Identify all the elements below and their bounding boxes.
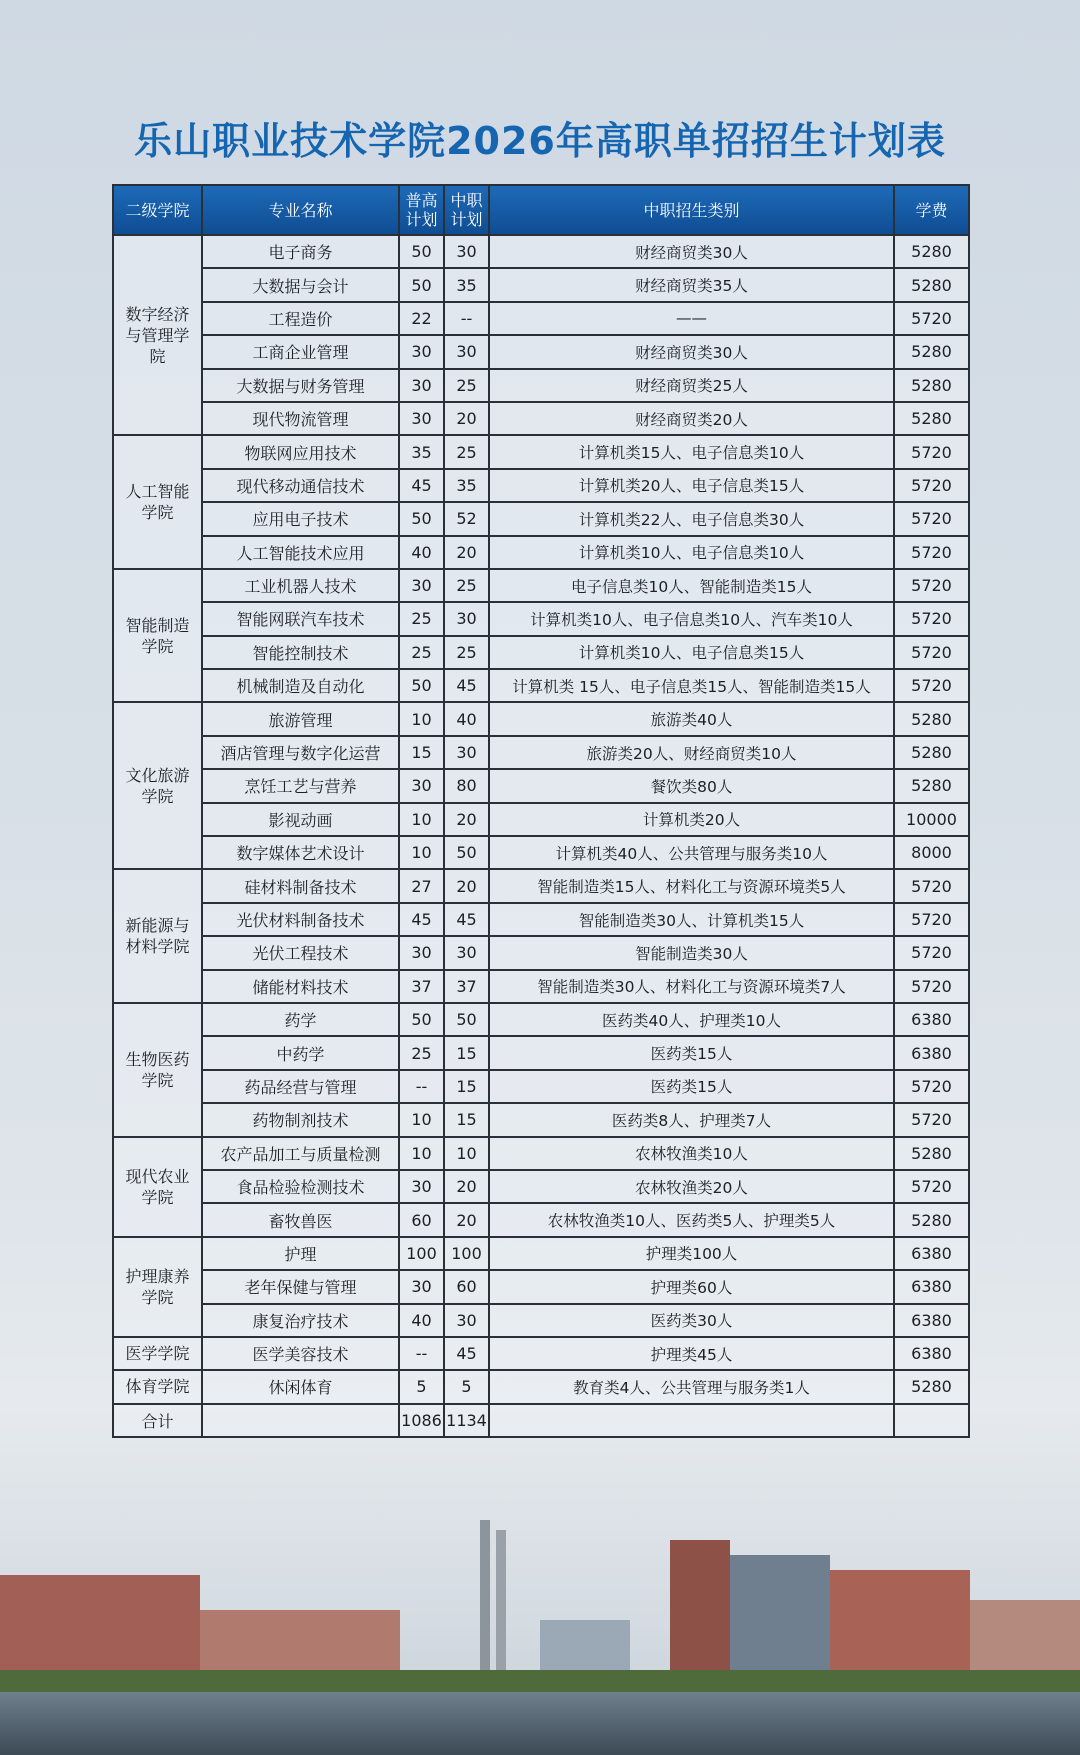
major-cell: 酒店管理与数字化运营 — [202, 736, 399, 769]
fee-cell: 5280 — [894, 736, 969, 769]
fee-cell: 5720 — [894, 869, 969, 902]
fee-cell: 5280 — [894, 702, 969, 735]
major-cell: 护理 — [202, 1237, 399, 1270]
fee-cell: 5720 — [894, 936, 969, 969]
pugao-plan-cell: 40 — [399, 536, 444, 569]
college-cell: 生物医药学院 — [113, 1003, 202, 1137]
major-cell: 电子商务 — [202, 235, 399, 268]
pugao-plan-cell: 30 — [399, 1170, 444, 1203]
fee-cell: 5720 — [894, 1170, 969, 1203]
table-row — [113, 1070, 969, 1103]
table-row — [113, 268, 969, 301]
fee-cell: 5720 — [894, 536, 969, 569]
category-cell: 财经商贸类30人 — [489, 335, 894, 368]
category-cell: 电子信息类10人、智能制造类15人 — [489, 569, 894, 602]
fee-cell: 5280 — [894, 1137, 969, 1170]
major-cell: 影视动画 — [202, 803, 399, 836]
pugao-plan-cell: 5 — [399, 1370, 444, 1403]
pugao-plan-cell: 50 — [399, 1003, 444, 1036]
fee-cell: 5280 — [894, 335, 969, 368]
table-row — [113, 636, 969, 669]
pugao-plan-cell: 45 — [399, 903, 444, 936]
zhongzhi-plan-cell: 45 — [444, 903, 489, 936]
fee-cell: 5280 — [894, 402, 969, 435]
table-row — [113, 1304, 969, 1337]
pugao-plan-cell: -- — [399, 1337, 444, 1370]
table-row — [113, 369, 969, 402]
fee-cell: 5280 — [894, 268, 969, 301]
total-zhongzhi: 1134 — [444, 1404, 489, 1437]
category-cell: 计算机类10人、电子信息类15人 — [489, 636, 894, 669]
pugao-plan-cell: 50 — [399, 268, 444, 301]
table-row — [113, 1337, 969, 1370]
fee-cell: 6380 — [894, 1237, 969, 1270]
zhongzhi-plan-cell: -- — [444, 302, 489, 335]
total-fee — [894, 1404, 969, 1437]
major-cell: 智能网联汽车技术 — [202, 602, 399, 635]
table-row — [113, 1003, 969, 1036]
category-cell: 智能制造类30人、材料化工与资源环境类7人 — [489, 970, 894, 1003]
table-row — [113, 869, 969, 902]
category-cell: 旅游类40人 — [489, 702, 894, 735]
pugao-plan-cell: 10 — [399, 836, 444, 869]
pugao-plan-cell: 37 — [399, 970, 444, 1003]
major-cell: 药物制剂技术 — [202, 1103, 399, 1136]
zhongzhi-plan-cell: 30 — [444, 602, 489, 635]
category-cell: —— — [489, 302, 894, 335]
table-row — [113, 1036, 969, 1069]
header-zhongzhi-line1: 中职 — [450, 191, 483, 210]
major-cell: 数字媒体艺术设计 — [202, 836, 399, 869]
table-row — [113, 669, 969, 702]
category-cell: 智能制造类30人 — [489, 936, 894, 969]
zhongzhi-plan-cell: 40 — [444, 702, 489, 735]
table-row — [113, 836, 969, 869]
category-cell: 旅游类20人、财经商贸类10人 — [489, 736, 894, 769]
major-cell: 应用电子技术 — [202, 502, 399, 535]
header-zhongzhi-plan — [444, 185, 489, 235]
zhongzhi-plan-cell: 30 — [444, 736, 489, 769]
category-cell: 农林牧渔类10人、医药类5人、护理类5人 — [489, 1203, 894, 1236]
pugao-plan-cell: -- — [399, 1070, 444, 1103]
college-cell: 人工智能学院 — [113, 435, 202, 569]
fee-cell: 10000 — [894, 803, 969, 836]
major-cell: 老年保健与管理 — [202, 1270, 399, 1303]
pugao-plan-cell: 30 — [399, 936, 444, 969]
zhongzhi-plan-cell: 30 — [444, 936, 489, 969]
major-cell: 现代移动通信技术 — [202, 469, 399, 502]
fee-cell: 5720 — [894, 636, 969, 669]
major-cell: 物联网应用技术 — [202, 435, 399, 468]
category-cell: 财经商贸类25人 — [489, 369, 894, 402]
header-pugao-line2: 计划 — [405, 210, 438, 229]
major-cell: 休闲体育 — [202, 1370, 399, 1403]
major-cell: 康复治疗技术 — [202, 1304, 399, 1337]
category-cell: 农林牧渔类10人 — [489, 1137, 894, 1170]
major-cell: 光伏工程技术 — [202, 936, 399, 969]
pugao-plan-cell: 45 — [399, 469, 444, 502]
zhongzhi-plan-cell: 35 — [444, 268, 489, 301]
category-cell: 医药类15人 — [489, 1036, 894, 1069]
category-cell: 农林牧渔类20人 — [489, 1170, 894, 1203]
fee-cell: 6380 — [894, 1304, 969, 1337]
table-row — [113, 803, 969, 836]
category-cell: 计算机类20人、电子信息类15人 — [489, 469, 894, 502]
category-cell: 医药类30人 — [489, 1304, 894, 1337]
category-cell: 智能制造类15人、材料化工与资源环境类5人 — [489, 869, 894, 902]
zhongzhi-plan-cell: 25 — [444, 636, 489, 669]
header-pugao-plan — [399, 185, 444, 235]
major-cell: 工业机器人技术 — [202, 569, 399, 602]
fee-cell: 5720 — [894, 1103, 969, 1136]
fee-cell: 6380 — [894, 1337, 969, 1370]
table-header-row — [113, 185, 969, 235]
zhongzhi-plan-cell: 30 — [444, 235, 489, 268]
fee-cell: 6380 — [894, 1270, 969, 1303]
header-major: 专业名称 — [202, 185, 399, 235]
zhongzhi-plan-cell: 50 — [444, 1003, 489, 1036]
table-row — [113, 1103, 969, 1136]
enrollment-plan-table — [112, 184, 968, 1438]
fee-cell: 5720 — [894, 435, 969, 468]
category-cell: 医药类40人、护理类10人 — [489, 1003, 894, 1036]
zhongzhi-plan-cell: 35 — [444, 469, 489, 502]
fee-cell: 5280 — [894, 769, 969, 802]
header-zhongzhi-line2: 计划 — [450, 210, 483, 229]
college-cell: 数字经济与管理学院 — [113, 235, 202, 435]
major-cell: 工程造价 — [202, 302, 399, 335]
fee-cell: 5720 — [894, 602, 969, 635]
major-cell: 食品检验检测技术 — [202, 1170, 399, 1203]
table-row — [113, 1170, 969, 1203]
zhongzhi-plan-cell: 25 — [444, 369, 489, 402]
fee-cell: 5720 — [894, 669, 969, 702]
category-cell: 医药类15人 — [489, 1070, 894, 1103]
pugao-plan-cell: 15 — [399, 736, 444, 769]
fee-cell: 5720 — [894, 903, 969, 936]
table-row — [113, 1237, 969, 1270]
zhongzhi-plan-cell: 50 — [444, 836, 489, 869]
major-cell: 药品经营与管理 — [202, 1070, 399, 1103]
fee-cell: 5720 — [894, 469, 969, 502]
pugao-plan-cell: 10 — [399, 803, 444, 836]
table-row — [113, 469, 969, 502]
category-cell: 计算机类15人、电子信息类10人 — [489, 435, 894, 468]
fee-cell: 5280 — [894, 1203, 969, 1236]
category-cell: 护理类45人 — [489, 1337, 894, 1370]
major-cell: 储能材料技术 — [202, 970, 399, 1003]
category-cell: 财经商贸类30人 — [489, 235, 894, 268]
major-cell: 人工智能技术应用 — [202, 536, 399, 569]
major-cell: 大数据与会计 — [202, 268, 399, 301]
pugao-plan-cell: 30 — [399, 402, 444, 435]
major-cell: 硅材料制备技术 — [202, 869, 399, 902]
zhongzhi-plan-cell: 20 — [444, 1170, 489, 1203]
pugao-plan-cell: 35 — [399, 435, 444, 468]
fee-cell: 5720 — [894, 970, 969, 1003]
major-cell: 机械制造及自动化 — [202, 669, 399, 702]
table-row — [113, 1270, 969, 1303]
major-cell: 医学美容技术 — [202, 1337, 399, 1370]
major-cell: 中药学 — [202, 1036, 399, 1069]
zhongzhi-plan-cell: 80 — [444, 769, 489, 802]
major-cell: 工商企业管理 — [202, 335, 399, 368]
total-label: 合计 — [113, 1404, 202, 1437]
category-cell: 计算机类10人、电子信息类10人、汽车类10人 — [489, 602, 894, 635]
table-row — [113, 435, 969, 468]
pugao-plan-cell: 30 — [399, 335, 444, 368]
category-cell: 计算机类10人、电子信息类10人 — [489, 536, 894, 569]
zhongzhi-plan-cell: 20 — [444, 402, 489, 435]
pugao-plan-cell: 30 — [399, 1270, 444, 1303]
pugao-plan-cell: 25 — [399, 636, 444, 669]
fee-cell: 5720 — [894, 569, 969, 602]
pugao-plan-cell: 50 — [399, 669, 444, 702]
zhongzhi-plan-cell: 20 — [444, 1203, 489, 1236]
pugao-plan-cell: 25 — [399, 602, 444, 635]
table-row — [113, 702, 969, 735]
header-category: 中职招生类别 — [489, 185, 894, 235]
pugao-plan-cell: 25 — [399, 1036, 444, 1069]
table-row — [113, 402, 969, 435]
major-cell: 农产品加工与质量检测 — [202, 1137, 399, 1170]
table-row — [113, 536, 969, 569]
fee-cell: 5720 — [894, 1070, 969, 1103]
table-row — [113, 1203, 969, 1236]
pugao-plan-cell: 100 — [399, 1237, 444, 1270]
zhongzhi-plan-cell: 100 — [444, 1237, 489, 1270]
zhongzhi-plan-cell: 20 — [444, 869, 489, 902]
college-cell: 体育学院 — [113, 1370, 202, 1403]
major-cell: 旅游管理 — [202, 702, 399, 735]
category-cell: 智能制造类30人、计算机类15人 — [489, 903, 894, 936]
table-row — [113, 335, 969, 368]
zhongzhi-plan-cell: 37 — [444, 970, 489, 1003]
total-major — [202, 1404, 399, 1437]
major-cell: 畜牧兽医 — [202, 1203, 399, 1236]
fee-cell: 6380 — [894, 1003, 969, 1036]
table-row — [113, 1370, 969, 1403]
major-cell: 光伏材料制备技术 — [202, 903, 399, 936]
category-cell: 餐饮类80人 — [489, 769, 894, 802]
pugao-plan-cell: 27 — [399, 869, 444, 902]
pugao-plan-cell: 10 — [399, 702, 444, 735]
pugao-plan-cell: 10 — [399, 1137, 444, 1170]
table-row — [113, 936, 969, 969]
zhongzhi-plan-cell: 20 — [444, 803, 489, 836]
fee-cell: 5720 — [894, 502, 969, 535]
table-row — [113, 970, 969, 1003]
zhongzhi-plan-cell: 30 — [444, 335, 489, 368]
college-cell: 护理康养学院 — [113, 1237, 202, 1337]
header-pugao-line1: 普高 — [405, 191, 438, 210]
header-fee: 学费 — [894, 185, 969, 235]
zhongzhi-plan-cell: 20 — [444, 536, 489, 569]
pugao-plan-cell: 40 — [399, 1304, 444, 1337]
category-cell: 计算机类40人、公共管理与服务类10人 — [489, 836, 894, 869]
page-title: 乐山职业技术学院2026年高职单招招生计划表 — [134, 119, 946, 163]
category-cell: 医药类8人、护理类7人 — [489, 1103, 894, 1136]
zhongzhi-plan-cell: 60 — [444, 1270, 489, 1303]
zhongzhi-plan-cell: 15 — [444, 1070, 489, 1103]
category-cell: 计算机类 15人、电子信息类15人、智能制造类15人 — [489, 669, 894, 702]
major-cell: 药学 — [202, 1003, 399, 1036]
table-row — [113, 302, 969, 335]
pugao-plan-cell: 60 — [399, 1203, 444, 1236]
fee-cell: 5280 — [894, 1370, 969, 1403]
major-cell: 智能控制技术 — [202, 636, 399, 669]
table-row — [113, 235, 969, 268]
total-row — [113, 1404, 969, 1437]
table-row — [113, 602, 969, 635]
college-cell: 文化旅游学院 — [113, 702, 202, 869]
pugao-plan-cell: 30 — [399, 569, 444, 602]
fee-cell: 5720 — [894, 302, 969, 335]
major-cell: 大数据与财务管理 — [202, 369, 399, 402]
zhongzhi-plan-cell: 15 — [444, 1103, 489, 1136]
category-cell: 教育类4人、公共管理与服务类1人 — [489, 1370, 894, 1403]
category-cell: 财经商贸类20人 — [489, 402, 894, 435]
total-category — [489, 1404, 894, 1437]
zhongzhi-plan-cell: 15 — [444, 1036, 489, 1069]
campus-scenery — [0, 1500, 1080, 1755]
college-cell: 智能制造学院 — [113, 569, 202, 703]
table-body — [113, 235, 969, 1404]
fee-cell: 5280 — [894, 369, 969, 402]
pugao-plan-cell: 50 — [399, 502, 444, 535]
zhongzhi-plan-cell: 45 — [444, 1337, 489, 1370]
table-row — [113, 903, 969, 936]
table-row — [113, 736, 969, 769]
category-cell: 护理类100人 — [489, 1237, 894, 1270]
table-row — [113, 1137, 969, 1170]
category-cell: 护理类60人 — [489, 1270, 894, 1303]
header-college: 二级学院 — [113, 185, 202, 235]
zhongzhi-plan-cell: 45 — [444, 669, 489, 702]
category-cell: 计算机类20人 — [489, 803, 894, 836]
category-cell: 财经商贸类35人 — [489, 268, 894, 301]
category-cell: 计算机类22人、电子信息类30人 — [489, 502, 894, 535]
zhongzhi-plan-cell: 5 — [444, 1370, 489, 1403]
college-cell: 医学学院 — [113, 1337, 202, 1370]
fee-cell: 6380 — [894, 1036, 969, 1069]
college-cell: 现代农业学院 — [113, 1137, 202, 1237]
zhongzhi-plan-cell: 25 — [444, 435, 489, 468]
zhongzhi-plan-cell: 30 — [444, 1304, 489, 1337]
pugao-plan-cell: 50 — [399, 235, 444, 268]
table-row — [113, 769, 969, 802]
zhongzhi-plan-cell: 52 — [444, 502, 489, 535]
pugao-plan-cell: 30 — [399, 769, 444, 802]
fee-cell: 5280 — [894, 235, 969, 268]
college-cell: 新能源与材料学院 — [113, 869, 202, 1003]
pugao-plan-cell: 22 — [399, 302, 444, 335]
table-row — [113, 569, 969, 602]
fee-cell: 8000 — [894, 836, 969, 869]
table-row — [113, 502, 969, 535]
zhongzhi-plan-cell: 10 — [444, 1137, 489, 1170]
zhongzhi-plan-cell: 25 — [444, 569, 489, 602]
pugao-plan-cell: 30 — [399, 369, 444, 402]
total-pugao: 1086 — [399, 1404, 444, 1437]
major-cell: 烹饪工艺与营养 — [202, 769, 399, 802]
pugao-plan-cell: 10 — [399, 1103, 444, 1136]
major-cell: 现代物流管理 — [202, 402, 399, 435]
